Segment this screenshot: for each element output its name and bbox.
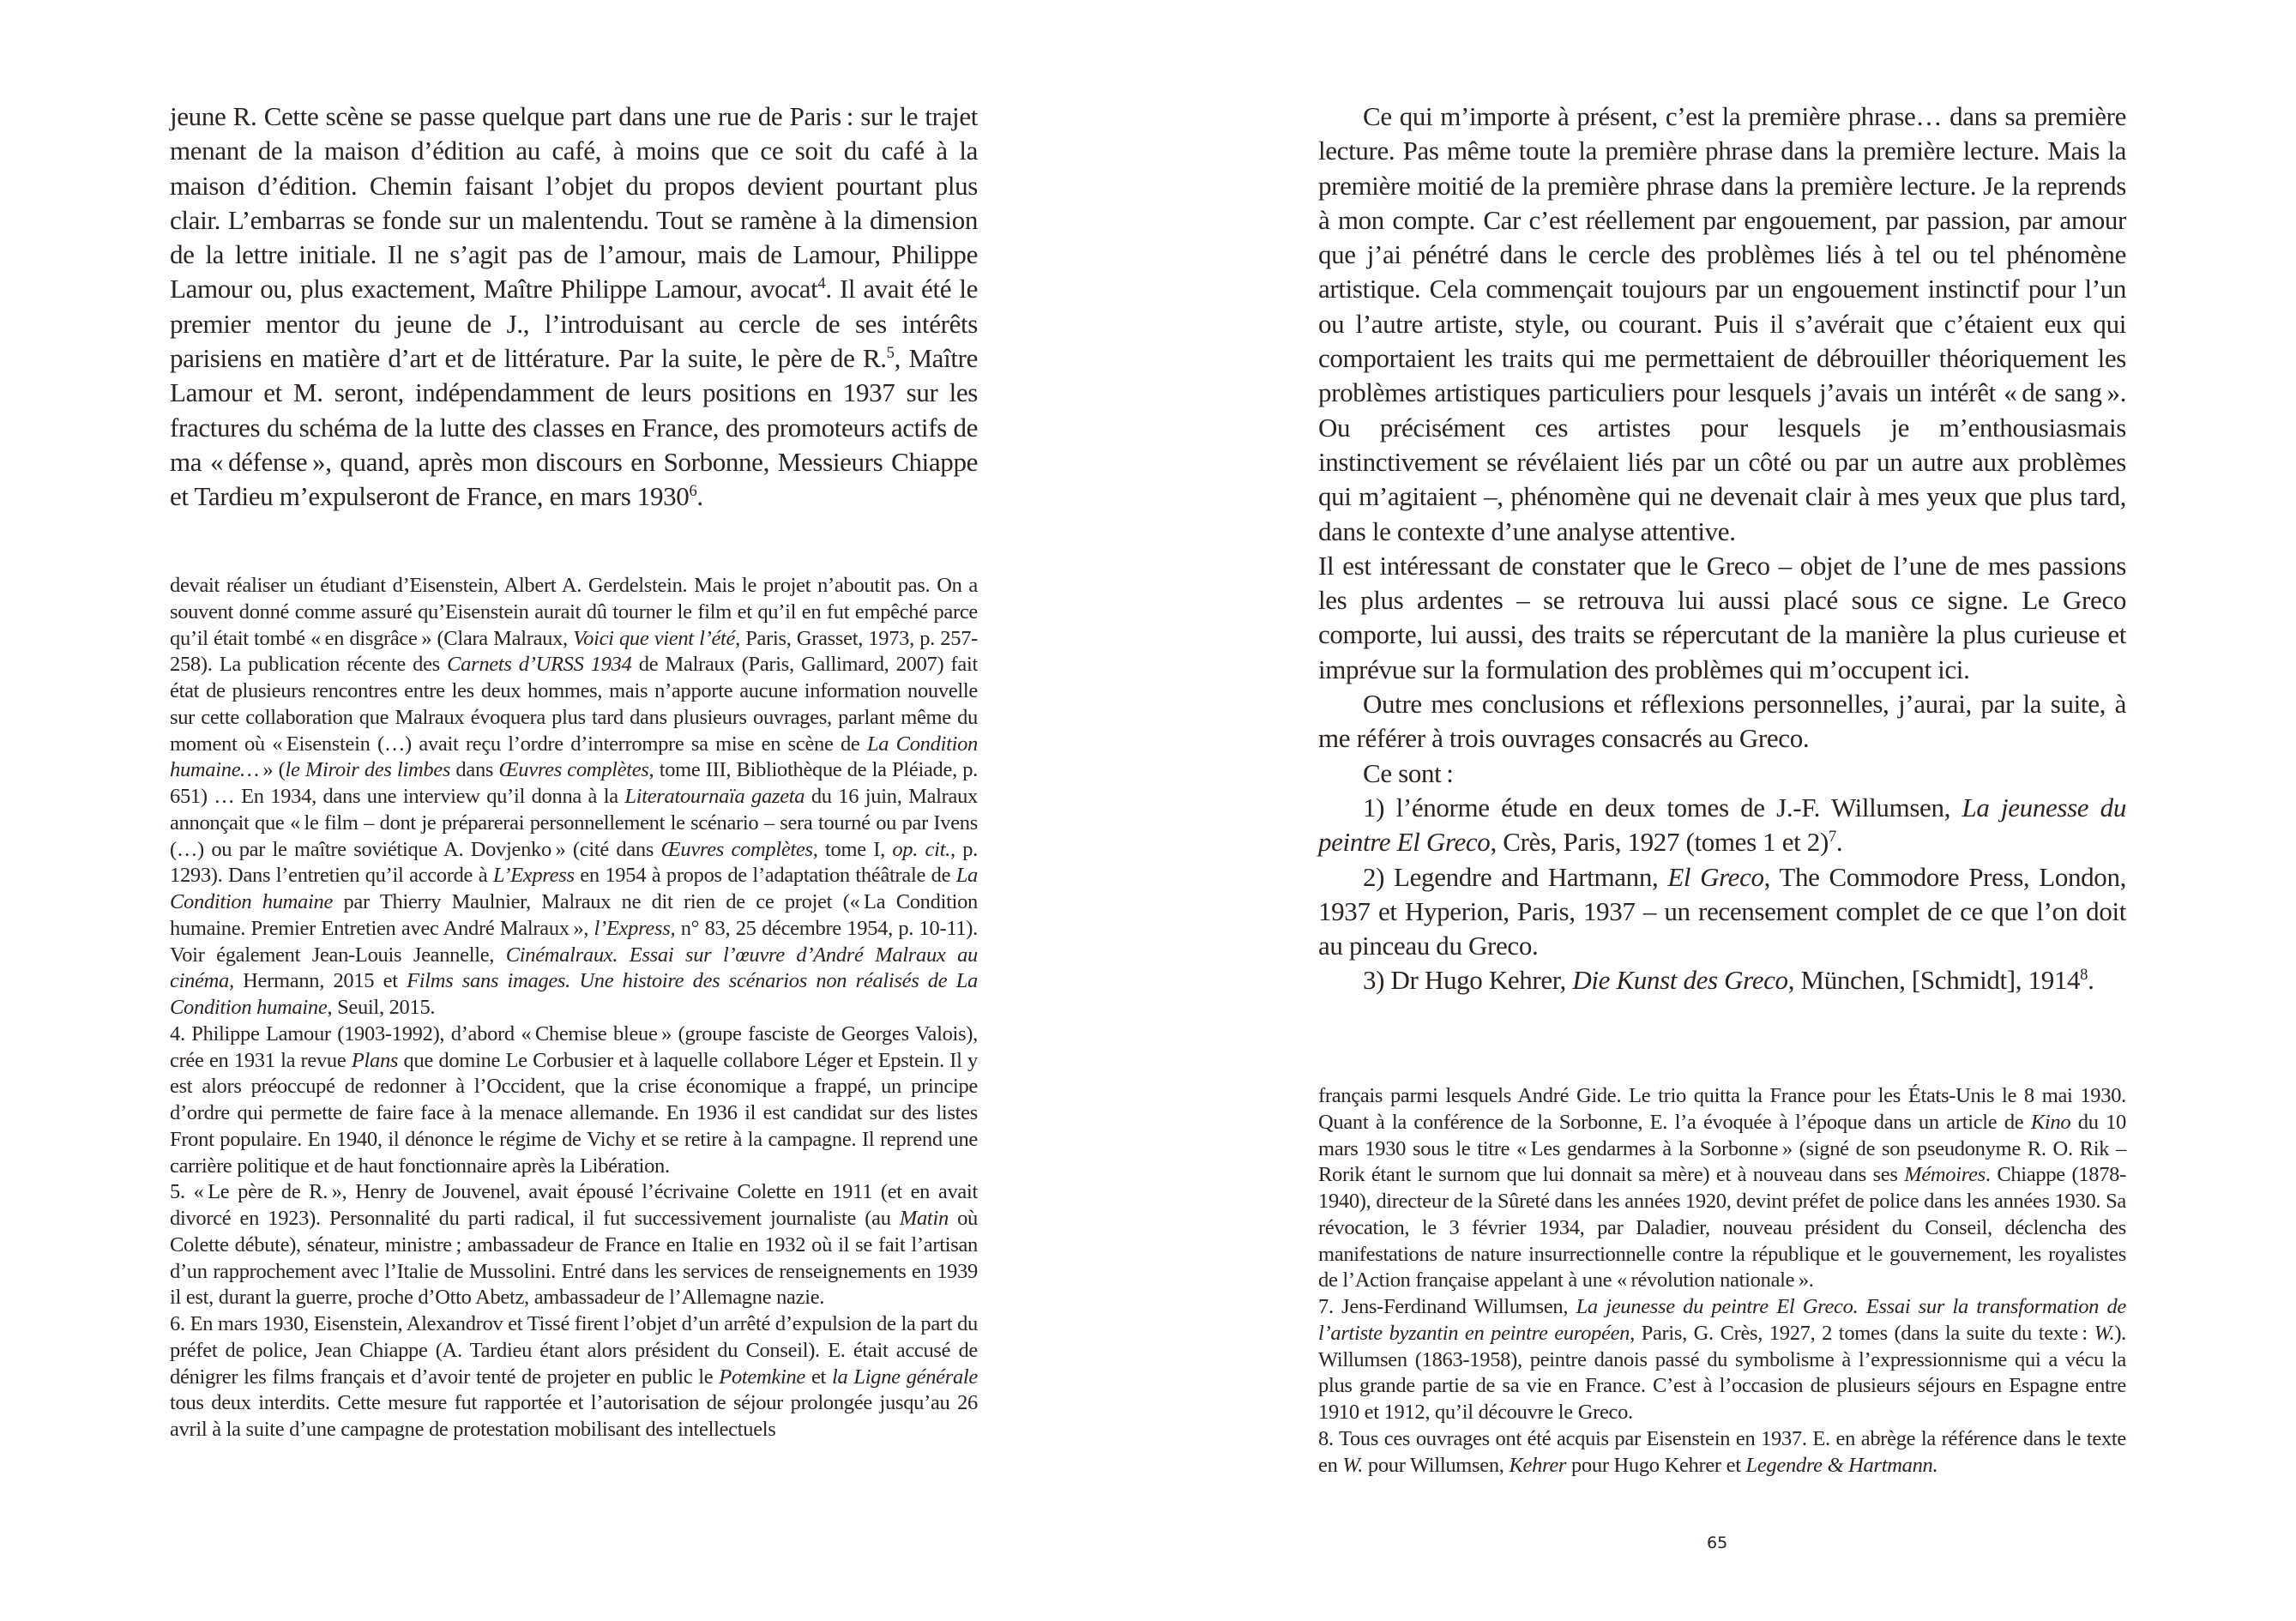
italic-title: La Condition humaine… xyxy=(170,732,978,782)
text-run: 6. En mars 1930, Eisenstein, Alexandrov et Tissé firent l’objet d’un arrêté d’expulsion de la part du préfet de police, Jean Chiappe (A. Tardieu étant alors président du Conseil). E. était accusé de dénigrer les films français et d’avoir tenté de projeter en public le xyxy=(170,1312,979,1389)
italic-title: Films sans images. Une histoire des scénarios non réalisés de La Condition humaine, xyxy=(170,969,978,1019)
text-run: » ( xyxy=(258,758,286,782)
left-page-footnotes xyxy=(170,573,978,1443)
text-run: , München, [Schmidt], 1914 xyxy=(1787,965,2081,996)
italic-title: El Greco xyxy=(1667,861,1764,892)
text-run: , tome III, Bibliothèque de la Pléiade, p. 651) … En 1934, dans une interview qu’il donna à la xyxy=(170,758,978,808)
italic-title: Die Kunst des Greco xyxy=(1572,965,1788,996)
left-page-body xyxy=(170,99,978,515)
text-run: 5. « Le père de R. », Henry de Jouvenel, avait épousé l’écrivaine Colette en 1911 (et en avait divorcé en 1923). Personnalité du parti radical, il fut successivement journaliste (au xyxy=(170,1180,978,1230)
italic-title: Cinémalraux. Essai sur l’œuvre d’André Malraux au cinéma, xyxy=(170,943,979,993)
text-run: , Paris, G. Crès, 1927, 2 tomes (dans la suite du texte : xyxy=(1630,1321,2094,1345)
italic-title: Plans xyxy=(351,1048,399,1072)
italic-title: Œuvres complètes xyxy=(498,758,649,782)
italic-title: Mémoires xyxy=(1904,1163,1986,1187)
text-run: 3) Dr Hugo Kehrer, xyxy=(1363,965,1573,996)
italic-title: Matin xyxy=(899,1207,949,1230)
italic-title: Kino xyxy=(2030,1110,2071,1134)
text-run: 8. Tous ces ouvrages ont été acquis par Eisenstein en 1937. E. en abrège la référence dans le texte en xyxy=(1318,1426,2126,1477)
text-run: devait réaliser un étudiant d’Eisenstein, Albert A. Gerdelstein. Mais le projet n’aboutit pas. On a souvent donné comme assuré qu’Eisenstein aurait dû tourner le film et qu’il en fut empêché parce qu’il était tombé « en disgrâce » (Clara Malraux, xyxy=(170,574,978,650)
text-run: pour Willumsen, xyxy=(1363,1453,1510,1477)
footnote-ref-6[interactable]: 6 xyxy=(689,482,697,501)
italic-title: W. xyxy=(1342,1453,1364,1477)
text-run: , Paris, Grasset, 1973, p. 257-258). La publication récente des xyxy=(170,626,979,677)
text-run: dans xyxy=(450,758,499,782)
right-body-paragraph-4: Ce sont : xyxy=(1363,757,1454,788)
text-run: , Maître Lamour et M. seront, indépendamment de leurs positions en 1937 sur les fractures du schéma de la lutte des classes en France, des promoteurs actifs de ma « défense », quand, après mon discours en Sorbonne, Messieurs Chiappe et Tardieu m’expulseront de France, en mars 1930 xyxy=(170,343,978,512)
text-run: , tome I, xyxy=(812,837,893,861)
italic-title: Œuvres complètes xyxy=(660,837,813,861)
text-run: , p. 1293). Dans l’entretien qu’il accorde à xyxy=(170,837,978,888)
footnote-7 xyxy=(1318,1294,2126,1426)
text-run: du 10 mars 1930 sous le titre « Les gendarmes à la Sorbonne » (signé de son pseudonyme R. O. Rik – Rorik étant le surnom que lui donnait sa mère) et à nouveau dans ses xyxy=(1318,1110,2126,1187)
italic-title: le Miroir des limbes xyxy=(285,758,451,782)
right-body-paragraph-2: Il est intéressant de constater que le Greco – objet de l’une de mes passions les plus ardentes – se retrouva lui aussi placé sous ce signe. Le Greco comporte, lui aussi, des traits se répercutant de la manière la plus curieuse et imprévue sur la formulation des problèmes qui m’occupent ici. xyxy=(1318,550,2126,684)
italic-title: W. xyxy=(2094,1321,2115,1345)
text-run: , The Commodore Press, London, 1937 et Hyperion, Paris, 1937 – un recensement complet de ce que l’on doit au pinceau du Greco. xyxy=(1318,861,2126,961)
right-body-paragraph-3: Outre mes conclusions et réflexions personnelles, j’aurai, par la suite, à me référer à trois ouvrages consacrés au Greco. xyxy=(1318,689,2126,754)
italic-title: l’Express, xyxy=(594,916,676,940)
left-body-paragraph xyxy=(170,99,978,515)
text-run: jeune R. Cette scène se passe quelque part dans une rue de Paris : sur le trajet menant de la maison d’édition au café, à moins que ce soit du café à la maison d’édition. Chemin faisant l’objet du propos devient pourtant plus clair. L’embarras se fonde sur un malentendu. Tout se ramène à la dimension de la lettre initiale. Il ne s’agit pas de l’amour, mais de Lamour, Philippe Lamour ou, plus exactement, Maître Philippe Lamour, avocat xyxy=(170,101,978,304)
text-run: où Colette débute), sénateur, ministre ; ambassadeur de France en Italie en 1932 où il se fait l’artisan d’un rapprochement avec l’Italie de Mussolini. Entré dans les services de renseignements en 1939 il est, durant la guerre, proche d’Otto Abetz, ambassadeur de l’Allemagne nazie. xyxy=(170,1207,978,1310)
text-run: Hermann, 2015 et xyxy=(233,969,407,993)
reference-list-item-1 xyxy=(1318,791,2126,860)
footnote-ref-5[interactable]: 5 xyxy=(886,343,895,362)
italic-title: Carnets d’URSS 1934 xyxy=(447,653,632,677)
footnote-6 xyxy=(170,1311,978,1443)
text-run: pour Hugo Kehrer et xyxy=(1566,1453,1746,1477)
text-run: n° 83, 25 décembre 1954, p. 10-11). Voir également Jean-Louis Jeannelle, xyxy=(170,916,978,967)
text-run: que domine Le Corbusier et à laquelle collabore Léger et Epstein. Il y est alors préoccupé de redonner à l’Occident, que la crise économique a frappé, un principe d’ordre qui permette de faire face à la menace allemande. En 1936 il est candidat sur des listes Front populaire. En 1940, il dénonce le régime de Vichy et se retire à la campagne. Il reprend une carrière politique et de haut fonctionnaire après la Libération. xyxy=(170,1048,978,1178)
text-run: 1) l’énorme étude en deux tomes de J.-F. Willumsen, xyxy=(1363,792,1962,823)
text-run: et xyxy=(805,1365,832,1389)
footnote-continuation xyxy=(1318,1083,2126,1294)
footnote-ref-4[interactable]: 4 xyxy=(817,274,826,293)
footnote-5 xyxy=(170,1179,978,1311)
page-number: 65 xyxy=(1707,1534,1728,1552)
text-run: . Chiappe (1878-1940), directeur de la Sûreté dans les années 1920, devint préfet de police dans les années 1930. Sa révocation, le 3 février 1934, par Daladier, nouveau président du Conseil, déclencha des manifestations de nature insurrectionnelle contre la république et le gouvernement, les royalistes de l’Action française appelant à une « révolution nationale ». xyxy=(1318,1163,2126,1293)
text-run: ). Willumsen (1863-1958), peintre danois passé du symbolisme à l’expressionnisme qui a vécu la plus grande partie de sa vie en France. C’est à l’occasion de plusieurs séjours en Espagne entre 1910 et 1912, qu’il découvre le Greco. xyxy=(1318,1321,2126,1424)
text-run: . xyxy=(1835,827,1843,858)
right-body-paragraph-1: Ce qui m’importe à présent, c’est la première phrase… dans sa première lecture. Pas même toute la première phrase dans la première lecture. Mais la première moitié de la première phrase dans la première lecture. Je la reprends à mon compte. Car c’est réellement par engouement, par passion, par amour que j’ai pénétré dans le cercle des problèmes liés à tel ou tel phénomène artistique. Cela commençait toujours par un engouement instinctif pour l’un ou l’autre artiste, style, ou courant. Puis il s’avérait que c’étaient eux qui comportaient les traits qui me permettaient de débrouiller théoriquement les problèmes artistiques particuliers pour lesquels j’avais un intérêt « de sang ». Ou précisément ces artistes pour lesquels je m’enthousiasmais instinctivement se révélaient liés par un côté ou par un autre aux problèmes qui m’agitaient –, phénomène qui ne devenait clair à mes yeux que plus tard, dans le contexte d’une analyse attentive. xyxy=(1318,101,2126,546)
right-page-body xyxy=(1318,99,2126,998)
italic-title: Kehrer xyxy=(1509,1453,1567,1477)
text-run: . Il avait été le premier mentor du jeune de J., l’introduisant au cercle de ses intérêts parisiens en matière d’art et de littérature. Par la suite, le père de R. xyxy=(170,274,978,374)
text-run: Seuil, 2015. xyxy=(332,996,436,1019)
italic-title: La jeunesse du peintre El Greco xyxy=(1318,792,2126,858)
text-run: . xyxy=(696,481,703,512)
italic-title: op. cit. xyxy=(892,837,950,861)
italic-title: la Ligne générale xyxy=(832,1365,979,1389)
italic-title: La jeunesse du peintre El Greco. Essai sur la transformation de l’artiste byzantin en peintre européen xyxy=(1318,1295,2126,1345)
reference-list-item-2 xyxy=(1318,860,2126,964)
reference-list-item-3 xyxy=(1318,963,2126,997)
text-run: par Thierry Maulnier, Malraux ne dit rien de ce projet (« La Condition humaine. Premier Entretien avec André Malraux », xyxy=(170,890,979,940)
footnote-ref-8[interactable]: 8 xyxy=(2080,966,2088,985)
italic-title: Potemkine xyxy=(719,1365,805,1389)
italic-title: Voici que vient l’été xyxy=(573,626,736,650)
text-run: , Crès, Paris, 1927 (tomes 1 et 2) xyxy=(1490,827,1829,858)
footnote-continuation xyxy=(170,573,978,1021)
text-run: en 1954 à propos de l’adaptation théâtrale de xyxy=(574,864,956,888)
text-run: 4. Philippe Lamour (1903-1992), d’abord « Chemise bleue » (groupe fasciste de Georges Valois), crée en 1931 la revue xyxy=(170,1021,978,1072)
text-run: 7. Jens-Ferdinand Willumsen, xyxy=(1318,1295,1576,1318)
italic-title: L’Express xyxy=(492,864,575,888)
footnote-ref-7[interactable]: 7 xyxy=(1828,828,1836,847)
italic-title: La Condition humaine xyxy=(170,864,978,913)
footnote-4 xyxy=(170,1021,978,1180)
text-run: français parmi lesquels André Gide. Le trio quitta la France pour les États-Unis le 8 mai 1930. Quant à la conférence de la Sorbonne, E. l’a évoquée à l’époque dans un article de xyxy=(1318,1084,2126,1134)
text-run: de Malraux (Paris, Gallimard, 2007) fait état de plusieurs rencontres entre les deux hommes, mais n’apporte aucune information nouvelle sur cette collaboration que Malraux évoquera plus tard dans plusieurs ouvrages, parlant même du moment où « Eisenstein (…) avait reçu l’ordre d’interrompre sa mise en scène de xyxy=(170,653,978,756)
text-run: 2) Legendre and Hartmann, xyxy=(1363,861,1668,892)
text-run: tous deux interdits. Cette mesure fut rapportée et l’autorisation de séjour prolongée jusqu’au 26 avril à la suite d’une campagne de protestation mobilisant des intellectuels xyxy=(170,1391,978,1441)
text-run: du 16 juin, Malraux annonçait que « le film – dont je préparerai personnellement le scénario – sera tourné ou par Ivens (…) ou par le maître soviétique A. Dovjenko » (cité dans xyxy=(170,785,979,861)
italic-title: Literatournaïa gazeta xyxy=(624,785,805,808)
italic-title: Legendre & Hartmann. xyxy=(1745,1453,1938,1477)
footnote-8 xyxy=(1318,1426,2126,1479)
text-run: . xyxy=(2088,965,2094,996)
right-page-footnotes xyxy=(1318,1083,2126,1479)
